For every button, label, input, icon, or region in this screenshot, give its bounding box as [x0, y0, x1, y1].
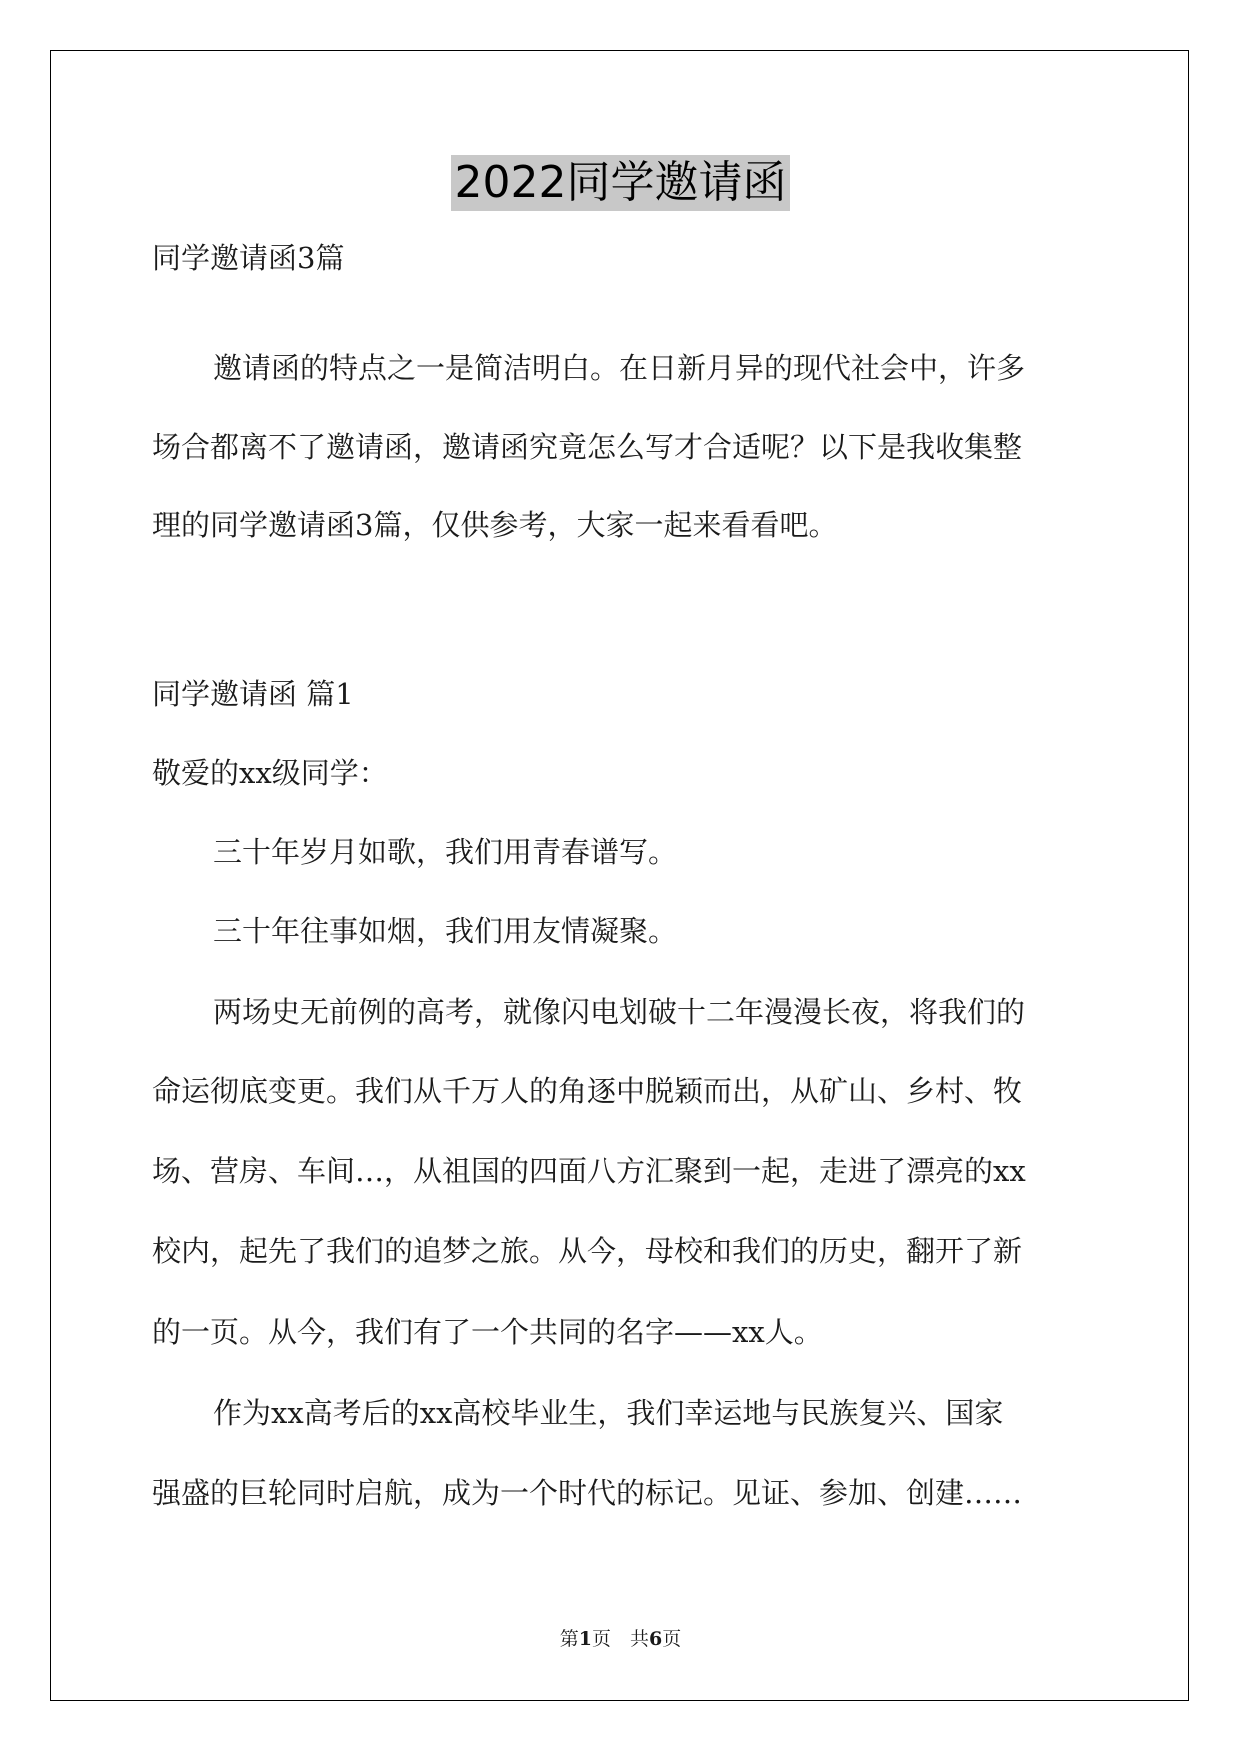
- paragraph-line: 场、营房、车间…，从祖国的四面八方汇聚到一起，走进了漂亮的xx: [152, 1154, 1026, 1188]
- total-page-number: 6: [649, 1628, 663, 1650]
- salutation-line: 敬爱的xx级同学：: [152, 756, 388, 790]
- paragraph-line: 邀请函的特点之一是简洁明白。在日新月异的现代社会中，许多: [213, 351, 1026, 385]
- page-prefix: 第: [559, 1628, 579, 1650]
- page-mid: 页 共: [591, 1628, 649, 1650]
- document-title: 2022同学邀请函: [451, 155, 791, 211]
- page-footer: [0, 1627, 1241, 1651]
- paragraph-line: 三十年往事如烟，我们用友情凝聚。: [213, 914, 678, 948]
- paragraph-line: 的一页。从今，我们有了一个共同的名字——xx人。: [152, 1315, 823, 1349]
- paragraph-line: 校内，起先了我们的追梦之旅。从今，母校和我们的历史，翻开了新: [152, 1234, 1023, 1268]
- current-page-number: 1: [578, 1628, 592, 1650]
- section-heading: 同学邀请函 篇1: [152, 677, 354, 711]
- paragraph-line: 两场史无前例的高考，就像闪电划破十二年漫漫长夜，将我们的: [213, 995, 1026, 1029]
- paragraph-line: 作为xx高考后的xx高校毕业生，我们幸运地与民族复兴、国家: [213, 1396, 1004, 1430]
- page-suffix: 页: [662, 1628, 682, 1650]
- paragraph-line: 场合都离不了邀请函，邀请函究竟怎么写才合适呢？以下是我收集整: [152, 430, 1023, 464]
- paragraph-line: 理的同学邀请函3篇，仅供参考，大家一起来看看吧。: [152, 508, 838, 542]
- page-border: [50, 50, 1189, 1701]
- paragraph-line: 命运彻底变更。我们从千万人的角逐中脱颖而出，从矿山、乡村、牧: [152, 1074, 1023, 1108]
- paragraph-line: 三十年岁月如歌，我们用青春谱写。: [213, 835, 678, 869]
- title-container: [0, 155, 1241, 211]
- paragraph-line: 强盛的巨轮同时启航，成为一个时代的标记。见证、参加、创建……: [152, 1476, 1023, 1510]
- subtitle-line: 同学邀请函3篇: [152, 241, 345, 275]
